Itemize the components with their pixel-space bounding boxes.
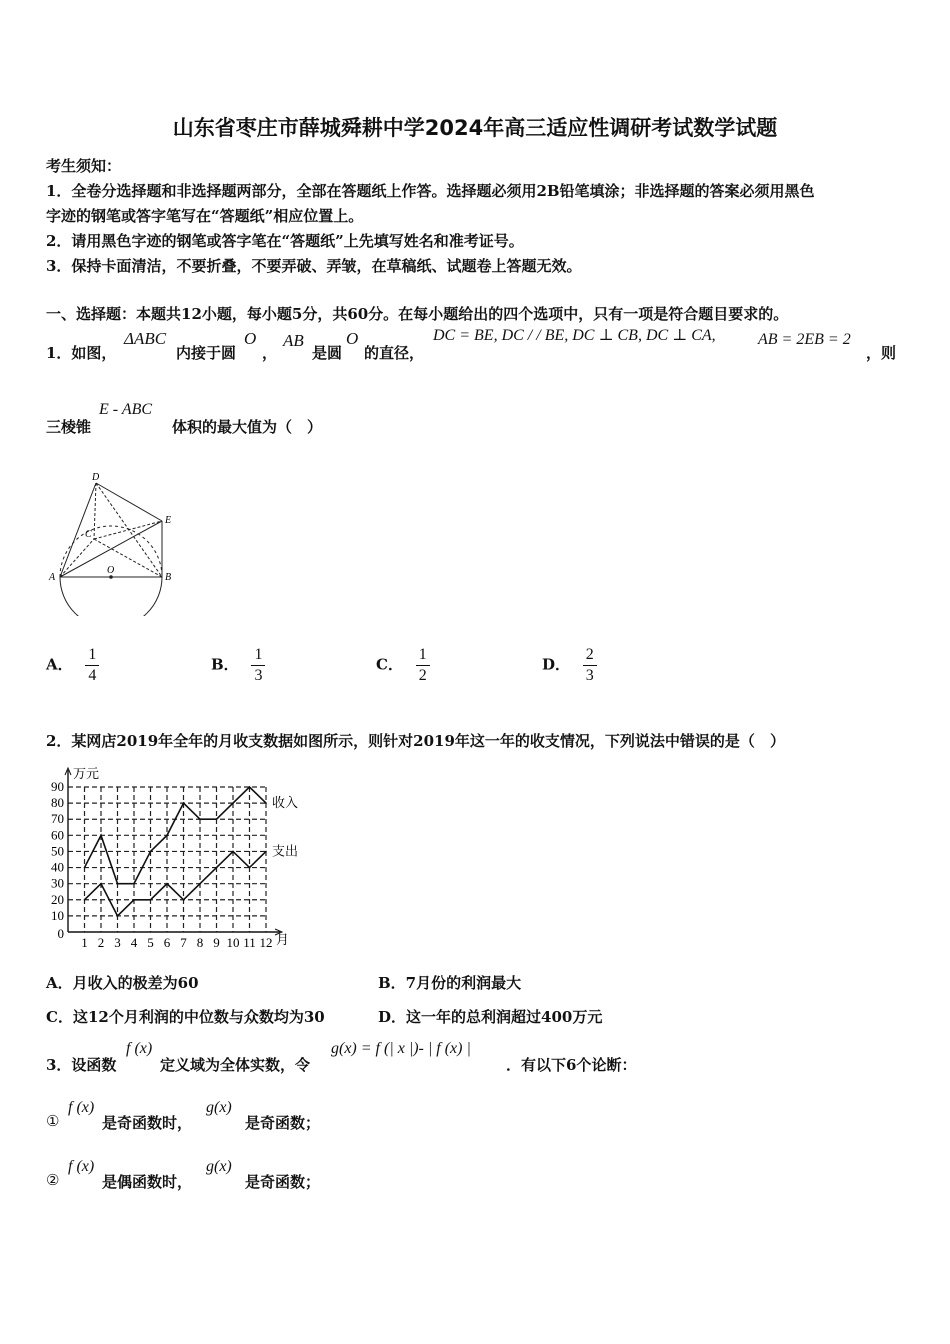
chart-point: [249, 867, 251, 869]
q3-s2-gx: g(x): [206, 1158, 232, 1175]
q1-option-b[interactable]: [211, 645, 265, 686]
chart-y-axis-label: 万元: [73, 766, 100, 781]
chart-point: [265, 851, 267, 853]
chart-y-tick-label: 10: [51, 907, 64, 923]
notice-line-3: 3．保持卡面清洁，不要折叠，不要弄破、弄皱，在草稿纸、试题卷上答题无效。: [46, 257, 582, 275]
q1-line2-suffix: 体积的最大值为（ ）: [172, 418, 323, 436]
chart-x-tick-label: 7: [180, 935, 187, 950]
q3-s2-text-1: 是偶函数时，: [102, 1173, 193, 1191]
segment-dc: [94, 483, 96, 539]
option-fraction: $\frac{2}{3}$: [583, 645, 597, 686]
label-a: A: [49, 572, 56, 583]
q2-option-c[interactable]: C．这12个月利润的中位数与众数均为30: [46, 1008, 325, 1026]
chart-x-tick-label: 9: [213, 935, 220, 950]
chart-point: [84, 867, 86, 869]
segment-ce: [94, 521, 162, 539]
q3-s2-fx: f (x): [68, 1158, 95, 1175]
q3-s1-text-2: 是奇函数；: [245, 1114, 321, 1132]
q2-option-b[interactable]: B．7月份的利润最大: [378, 974, 522, 992]
page-title: 山东省枣庄市薛城舜耕中学2024年高三适应性调研考试数学试题: [172, 116, 778, 140]
chart-x-tick-label: 6: [163, 935, 171, 950]
chart-point: [133, 899, 135, 901]
option-letter: A．: [46, 655, 73, 674]
q1-prefix: 1．如图，: [46, 344, 117, 362]
q1-text-1: 内接于圆: [176, 344, 237, 362]
circled-number: ②: [46, 1171, 60, 1189]
q1-circle-o2: O: [346, 329, 359, 348]
chart-y-tick-label: 30: [51, 875, 64, 891]
chart-point: [100, 883, 102, 885]
chart-y-tick-label: 90: [51, 779, 64, 794]
notice-line-2: 2．请用黑色字迹的钢笔或答字笔在“答题纸”上先填写姓名和准考证号。: [46, 232, 524, 250]
q1-conditions: DC = BE, DC / / BE, DC ⊥ CB, DC ⊥ CA,: [433, 327, 716, 344]
q3-s2-text-2: 是奇函数；: [245, 1173, 321, 1191]
chart-point: [232, 802, 234, 804]
option-fraction: $\frac{1}{2}$: [416, 645, 430, 686]
chart-x-tick-label: 5: [147, 935, 154, 950]
option-fraction: $\frac{1}{4}$: [85, 645, 99, 686]
chart-point: [199, 818, 201, 820]
q1-circle-o: O: [244, 329, 257, 348]
chart-series-label: 支出: [272, 843, 299, 859]
chart-point: [249, 786, 251, 788]
chart-point: [232, 851, 234, 853]
chart-y-tick-label: 70: [51, 811, 64, 827]
chart-point: [100, 835, 102, 837]
q1-condition-ab: AB = 2EB = 2: [758, 331, 851, 348]
chart-x-tick-label: 3: [114, 935, 121, 950]
chart-y-tick-label: 20: [51, 891, 64, 907]
q1-ab: AB: [283, 331, 304, 350]
section-heading: 一、选择题：本题共12小题，每小题5分，共60分。在每小题给出的四个选项中，只有一项是符合题目要求的。: [46, 305, 789, 323]
notice-line-1a: 1．全卷分选择题和非选择题两部分，全部在答题纸上作答。选择题必须用2B铅笔填涂；非选择题的答案必须用黑色: [46, 182, 815, 200]
q1-option-d[interactable]: [542, 645, 597, 686]
label-d: D: [92, 472, 100, 483]
chart-point: [183, 802, 185, 804]
chart-y-tick-label: 80: [51, 795, 64, 811]
chart-point: [117, 915, 119, 917]
q3-fx: f (x): [126, 1040, 153, 1057]
lower-semicircle: [60, 577, 162, 616]
q3-g-definition: g(x) = f (| x |)- | f (x) |: [331, 1040, 471, 1057]
q3-s1-fx: f (x): [68, 1099, 95, 1116]
chart-point: [183, 899, 185, 901]
label-o: O: [107, 565, 115, 576]
q2-stem: 2．某网店2019年全年的月收支数据如图所示，则针对2019年这一年的收支情况，下列说法中错误的是（ ）: [46, 732, 785, 750]
chart-y-tick-label: 60: [51, 827, 64, 843]
q1-triangle: ΔABC: [124, 329, 167, 348]
chart-y-tick-label: 0: [57, 926, 64, 941]
q1-text-3: 的直径，: [364, 344, 425, 362]
chart-x-tick-label: 8: [196, 935, 204, 950]
chart-point: [150, 851, 152, 853]
q1-line2-prefix: 三棱锥: [46, 418, 92, 436]
q3-prefix: 3．设函数: [46, 1056, 117, 1074]
chart-point: [84, 899, 86, 901]
option-letter: C．: [376, 655, 403, 674]
q2-line-chart: [40, 764, 300, 954]
option-letter: B．: [211, 655, 239, 674]
chart-x-tick-label: 2: [97, 935, 105, 950]
q3-text-2: ．有以下6个论断：: [506, 1056, 637, 1074]
q3-s1-text-1: 是奇函数时，: [102, 1114, 193, 1132]
chart-point: [199, 883, 201, 885]
chart-point: [117, 883, 119, 885]
segment-de: [96, 483, 162, 521]
chart-x-tick-label: 1: [81, 935, 88, 950]
q1-option-c[interactable]: [376, 645, 430, 686]
q1-geometry-figure: [44, 466, 184, 616]
chart-point: [166, 883, 168, 885]
chart-point: [265, 802, 267, 804]
q1-option-a[interactable]: [46, 645, 99, 686]
q3-s1-gx: g(x): [206, 1099, 232, 1116]
q1-pyramid: E - ABC: [99, 401, 153, 418]
segment-ac: [60, 539, 94, 577]
q1-comma: ，: [262, 344, 278, 362]
option-letter: D．: [542, 655, 571, 674]
chart-point: [150, 899, 152, 901]
q3-text-1: 定义域为全体实数，令: [160, 1056, 311, 1074]
notice-line-1b: 字迹的钢笔或答字笔写在“答题纸”相应位置上。: [46, 207, 364, 225]
q3-statement-2: [46, 1171, 59, 1189]
segment-cb: [94, 539, 162, 577]
chart-x-tick-label: 10: [226, 935, 240, 950]
chart-x-tick-label: 4: [130, 935, 138, 950]
chart-y-tick-label: 50: [51, 843, 64, 859]
chart-x-tick-label: 11: [243, 935, 256, 950]
circled-number: ①: [46, 1112, 60, 1130]
q3-statement-1: [46, 1112, 59, 1130]
notice-heading: 考生须知：: [46, 157, 122, 175]
q1-text-2: 是圆: [312, 344, 343, 362]
chart-point: [216, 818, 218, 820]
chart-point: [133, 883, 135, 885]
label-e: E: [165, 515, 172, 526]
chart-point: [216, 867, 218, 869]
chart-point: [166, 835, 168, 837]
q2-option-d[interactable]: D．这一年的总利润超过400万元: [378, 1008, 603, 1026]
chart-x-tick-label: 12: [259, 935, 273, 950]
q1-text-4: ，则: [866, 344, 897, 362]
q2-option-a[interactable]: A．月收入的极差为60: [46, 974, 199, 992]
chart-y-tick-label: 40: [51, 859, 64, 875]
chart-x-axis-label: 月: [276, 932, 290, 947]
label-c: C: [85, 529, 92, 540]
chart-series-label: 收入: [272, 795, 299, 811]
label-b: B: [165, 572, 172, 583]
option-fraction: $\frac{1}{3}$: [251, 645, 265, 686]
